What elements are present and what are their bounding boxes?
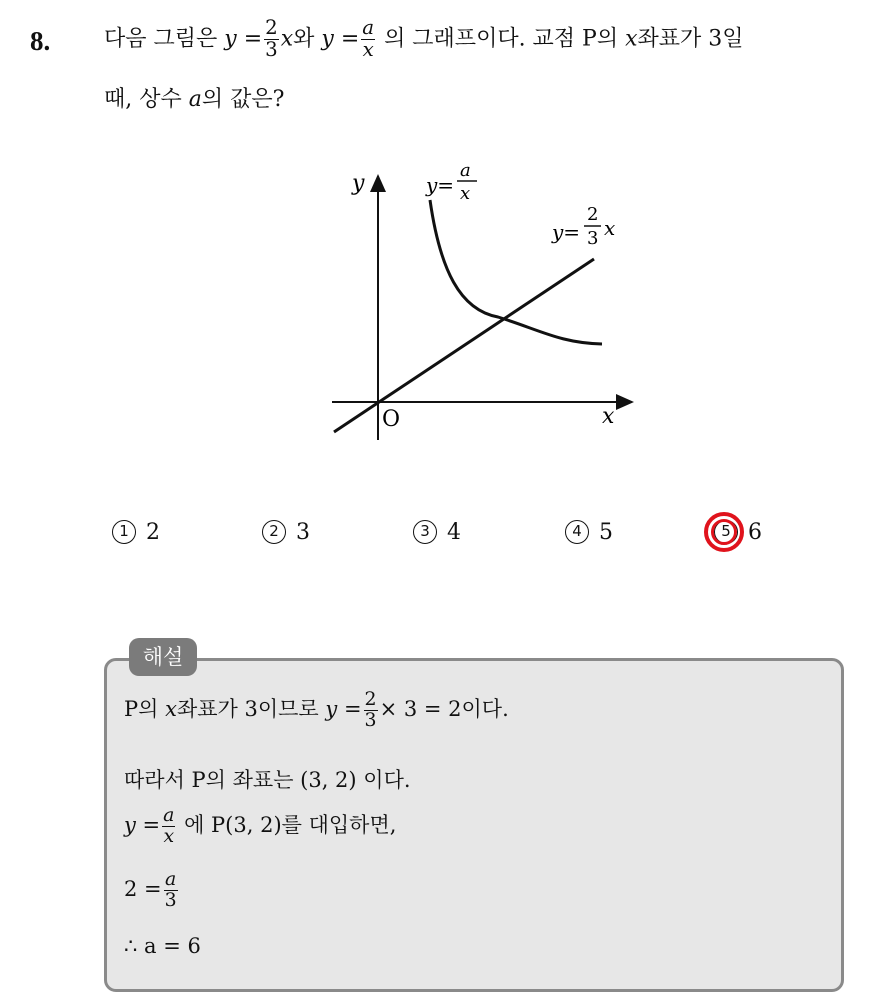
variable-x: x — [625, 26, 638, 52]
question-text: 다음 그림은 — [104, 26, 218, 52]
curve-label-lhs: y= — [426, 173, 455, 197]
line-label-num: 2 — [587, 204, 599, 225]
choice-1[interactable] — [112, 520, 160, 545]
linear-graph — [334, 259, 594, 432]
choice-marker: 2 — [262, 520, 286, 544]
choice-3[interactable] — [413, 520, 461, 545]
choice-value: 2 — [146, 520, 160, 545]
x-axis-label: x — [602, 404, 615, 429]
answer-circle-mark-inner — [711, 519, 737, 545]
choice-value: 3 — [296, 520, 310, 545]
graph-figure — [320, 150, 650, 450]
question-text: 의 그래프이다. 교점 P의 — [384, 26, 619, 52]
line-label-den: 3 — [587, 228, 599, 249]
equation-lhs: y = — [224, 26, 263, 52]
choice-marker: 1 — [112, 520, 136, 544]
origin-label: O — [382, 407, 401, 432]
choice-value: 5 — [599, 520, 613, 545]
y-axis-label: y — [352, 171, 365, 196]
choice-4[interactable] — [565, 520, 613, 545]
question-line-2 — [104, 82, 284, 113]
solution-line-2: 따라서 P의 좌표는 (3, 2) 이다. — [124, 768, 411, 792]
choice-marker: 4 — [565, 520, 589, 544]
fraction-a-over-3: $\frac{a}{3}$ — [164, 868, 177, 911]
solution-line-5: ∴ a = 6 — [124, 934, 201, 958]
equation-lhs: y = — [321, 26, 360, 52]
fraction-a-over-x: $\frac{a}{x}$ — [163, 804, 175, 847]
choice-marker: 3 — [413, 520, 437, 544]
variable-x: x — [280, 26, 294, 52]
question-text: 때, 상수 — [104, 87, 182, 112]
line-label-var: x — [604, 216, 616, 240]
question-text: 좌표가 3일 — [637, 26, 744, 52]
question-line-1 — [104, 18, 744, 61]
curve-label-num: a — [460, 160, 471, 181]
variable-a: a — [188, 87, 202, 112]
choice-marker: 5 — [714, 520, 738, 544]
choice-value: 6 — [748, 520, 762, 545]
solution-tag: 해설 — [129, 638, 197, 676]
fraction-two-thirds: $\frac{2}{3}$ — [364, 688, 377, 731]
question-text: 의 값은? — [201, 87, 285, 112]
question-text: 와 — [293, 26, 315, 52]
curve-label-den: x — [460, 183, 471, 204]
fraction-two-thirds: $\frac{2}{3}$ — [265, 16, 278, 61]
solution-line-4: 2 = $\frac{a}{3}$ — [124, 868, 177, 911]
solution-line-1: P의 x좌표가 3이므로 y = $\frac{2}{3}$ × 3 = 2이다. — [124, 688, 509, 731]
solution-line-3: y = $\frac{a}{x}$ 에 P(3, 2)를 대입하면, — [124, 804, 397, 847]
fraction-a-over-x: $\frac{a}{x}$ — [362, 16, 375, 61]
line-label-lhs: y= — [552, 220, 581, 244]
choice-value: 4 — [447, 520, 461, 545]
question-number: 8. — [30, 26, 51, 56]
choice-2[interactable] — [262, 520, 310, 545]
answer-choices — [0, 520, 884, 560]
